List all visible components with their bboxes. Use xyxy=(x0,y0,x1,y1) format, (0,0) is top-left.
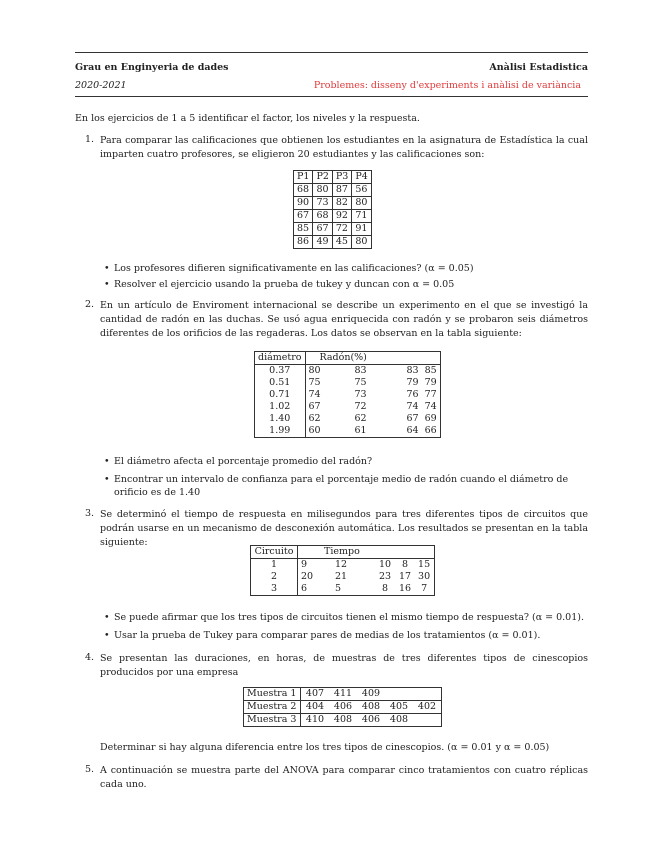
table-cell: 10 xyxy=(378,559,392,570)
exercise-1-bullet: • Resolver el ejercicio usando la prueba de tukey y duncan con α = 0.05 xyxy=(114,278,588,291)
table-row xyxy=(255,377,441,389)
table-row xyxy=(255,365,441,378)
table-cell: 74 xyxy=(406,401,419,412)
table-cell: 86 xyxy=(294,236,313,249)
table-cell: 80 xyxy=(352,236,371,249)
table-cell: 79 xyxy=(406,377,419,388)
table-header-cell: P2 xyxy=(313,171,332,184)
table-cell: 409 xyxy=(357,688,385,701)
subject-title: Anàlisi Estadistica xyxy=(489,62,588,73)
table-cell: 410 xyxy=(301,714,330,727)
table-cell: 9 xyxy=(301,559,308,570)
table-cell xyxy=(385,688,413,701)
table-row xyxy=(251,571,435,583)
table-cell: 74 xyxy=(308,389,321,400)
exercise-4-number: 4. xyxy=(85,652,95,663)
exercise-3-number: 3. xyxy=(85,508,95,519)
table-cell: 80 xyxy=(313,184,332,197)
table-cell: 45 xyxy=(332,236,351,249)
table-cell: 402 xyxy=(413,701,442,714)
exercise-1-number: 1. xyxy=(85,134,95,145)
table-cell: 80 xyxy=(308,365,321,376)
table-row xyxy=(294,236,372,249)
table-cell: 405 xyxy=(385,701,413,714)
table-cell: 2 xyxy=(251,571,298,583)
exercise-4-text: Se presentan las duraciones, en horas, de muestras de tres diferentes tipos de cinescopios producidos por una empresa xyxy=(100,653,588,678)
table-row xyxy=(244,701,442,714)
table-cell: 74 xyxy=(422,401,441,413)
table-cell: 5 xyxy=(332,583,374,596)
table-cell: 66 xyxy=(422,425,441,438)
table-cell: 404 xyxy=(301,701,330,714)
exercise-3-bullet: • Usar la prueba de Tukey para comparar pares de medias de los tratamientos (α = 0.01). xyxy=(114,629,588,642)
table-cell: 407 xyxy=(301,688,330,701)
table-row xyxy=(244,688,442,701)
table-row xyxy=(244,714,442,727)
table-cell: 72 xyxy=(354,401,367,412)
table-cell: 91 xyxy=(352,223,371,236)
table-cell: 1.40 xyxy=(255,413,306,425)
table-cell: 73 xyxy=(354,389,367,400)
table-cell: 30 xyxy=(414,571,435,583)
table-cell: 67 xyxy=(308,401,321,412)
table-row xyxy=(294,210,372,223)
table-row xyxy=(255,413,441,425)
exercise-5-text: A continuación se muestra parte del ANOVA para comparar cinco tratamientos con cuatro réplicas cada uno. xyxy=(100,765,588,790)
table-cell: 8 xyxy=(374,583,396,596)
table-header-row xyxy=(294,171,372,184)
table-row xyxy=(294,223,372,236)
table-cell: Muestra 3 xyxy=(244,714,301,727)
table-cell: 408 xyxy=(357,701,385,714)
exercise-4-table xyxy=(243,687,442,727)
table-row xyxy=(255,389,441,401)
table-cell: 79 xyxy=(422,377,441,389)
table-header-cell: Tiempo xyxy=(298,546,435,559)
table-cell: 69 xyxy=(422,413,441,425)
table-cell: 406 xyxy=(329,701,357,714)
exercise-2-bullet: • El diámetro afecta el porcentaje promedio del radón? xyxy=(114,455,588,468)
table-cell: 83 xyxy=(406,365,419,376)
table-header-row xyxy=(251,546,435,559)
table-header-cell: diámetro xyxy=(255,352,306,365)
exercise-2-number: 2. xyxy=(85,299,95,310)
exercise-2-bullet: • Encontrar un intervalo de confianza para el porcentaje medio de radón cuando el diámetro de orificio es de 1.40 xyxy=(114,473,588,499)
table-cell: 7 xyxy=(414,583,435,596)
table-cell: 67 xyxy=(294,210,313,223)
table-cell: 87 xyxy=(332,184,351,197)
table-cell: 67 xyxy=(406,413,419,424)
table-cell: 6 xyxy=(298,583,333,596)
table-cell: 411 xyxy=(329,688,357,701)
table-cell: 20 xyxy=(301,571,314,582)
header-top-rule xyxy=(75,52,588,53)
table-row xyxy=(251,583,435,596)
table-cell xyxy=(413,688,442,701)
table-cell: 77 xyxy=(422,389,441,401)
table-cell: 16 xyxy=(396,583,414,596)
exercise-3-text: Se determinó el tiempo de respuesta en milisegundos para tres diferentes tipos de circuitos que podrán usarse en un mecanismo de desconexión automática. Los resultados se presentan en la tabla siguiente: xyxy=(100,509,588,548)
table-cell: 67 xyxy=(313,223,332,236)
exercise-4-question: Determinar si hay alguna diferencia entre los tres tipos de cinescopios. (α = 0.01 y α = 0.05) xyxy=(100,742,550,753)
exercise-1-text: Para comparar las calificaciones que obtienen los estudiantes en la asignatura de Estadística la cual imparten cuatro profesores, se eligieron 20 estudiantes y las calificaciones son: xyxy=(100,135,588,160)
table-cell: 1.02 xyxy=(255,401,306,413)
table-row xyxy=(294,184,372,197)
table-cell: 1 xyxy=(251,559,298,572)
exercise-5-number: 5. xyxy=(85,764,95,775)
table-cell: 60 xyxy=(305,425,352,438)
table-cell: 75 xyxy=(354,377,367,388)
table-cell: 73 xyxy=(313,197,332,210)
table-cell: 15 xyxy=(414,559,435,572)
table-cell: 68 xyxy=(294,184,313,197)
table-cell: 0.51 xyxy=(255,377,306,389)
table-cell: 406 xyxy=(357,714,385,727)
table-cell: 49 xyxy=(313,236,332,249)
exercise-3-table xyxy=(250,545,435,596)
table-cell: 85 xyxy=(294,223,313,236)
table-header-cell: Radón(%) xyxy=(305,352,440,365)
table-cell: 62 xyxy=(308,413,321,424)
table-header-cell: Circuito xyxy=(251,546,298,559)
table-cell: 64 xyxy=(404,425,422,438)
table-cell: 85 xyxy=(422,365,441,378)
table-row xyxy=(255,401,441,413)
exercise-2-text: En un artículo de Enviroment internacional se describe un experimento en el que se investigó la cantidad de radón en las duchas. Se usó agua enriquecida con radón y se probaron seis diámetros diferentes de los orificios de las regaderas. Los datos se observan en la tabla siguiente: xyxy=(100,300,588,339)
exercise-1-bullet: • Los profesores difieren significativamente en las calificaciones? (α = 0.05) xyxy=(114,262,588,275)
table-cell: 82 xyxy=(332,197,351,210)
table-header-cell: P3 xyxy=(332,171,351,184)
header-bottom-rule xyxy=(75,96,588,97)
table-cell: 3 xyxy=(251,583,298,596)
table-header-row xyxy=(255,352,441,365)
table-cell: Muestra 2 xyxy=(244,701,301,714)
table-cell: 72 xyxy=(332,223,351,236)
table-cell: 12 xyxy=(335,559,348,570)
table-cell: 408 xyxy=(329,714,357,727)
table-header-cell: P1 xyxy=(294,171,313,184)
table-header-cell: P4 xyxy=(352,171,371,184)
table-cell: 21 xyxy=(335,571,348,582)
table-cell: 23 xyxy=(378,571,392,582)
table-cell: 408 xyxy=(385,714,413,727)
table-cell: 62 xyxy=(354,413,367,424)
academic-year: 2020-2021 xyxy=(75,80,127,91)
table-cell: Muestra 1 xyxy=(244,688,301,701)
table-cell: 56 xyxy=(352,184,371,197)
table-cell: 61 xyxy=(352,425,404,438)
table-cell xyxy=(413,714,442,727)
table-cell: 80 xyxy=(352,197,371,210)
table-row xyxy=(255,425,441,438)
table-cell: 17 xyxy=(399,571,412,582)
table-cell: 83 xyxy=(354,365,367,376)
course-title: Grau en Enginyeria de dades xyxy=(75,62,229,73)
problem-set-subtitle: Problemes: disseny d'experiments i anàlisi de variància xyxy=(313,80,581,91)
exercise-3-bullet: • Se puede afirmar que los tres tipos de circuitos tienen el mismo tiempo de respuesta? (α = 0.01). xyxy=(114,611,588,624)
table-cell: 75 xyxy=(308,377,321,388)
table-cell: 71 xyxy=(352,210,371,223)
table-cell: 1.99 xyxy=(255,425,306,438)
table-cell: 76 xyxy=(406,389,419,400)
table-row xyxy=(294,197,372,210)
exercise-1-table xyxy=(293,170,372,249)
table-row xyxy=(251,559,435,572)
table-cell: 90 xyxy=(294,197,313,210)
exercise-2-table xyxy=(254,351,441,438)
intro-text: En los ejercicios de 1 a 5 identificar el factor, los niveles y la respuesta. xyxy=(75,113,420,124)
table-cell: 92 xyxy=(332,210,351,223)
table-cell: 0.71 xyxy=(255,389,306,401)
table-cell: 68 xyxy=(313,210,332,223)
table-cell: 0.37 xyxy=(255,365,306,378)
table-cell: 8 xyxy=(402,559,409,570)
